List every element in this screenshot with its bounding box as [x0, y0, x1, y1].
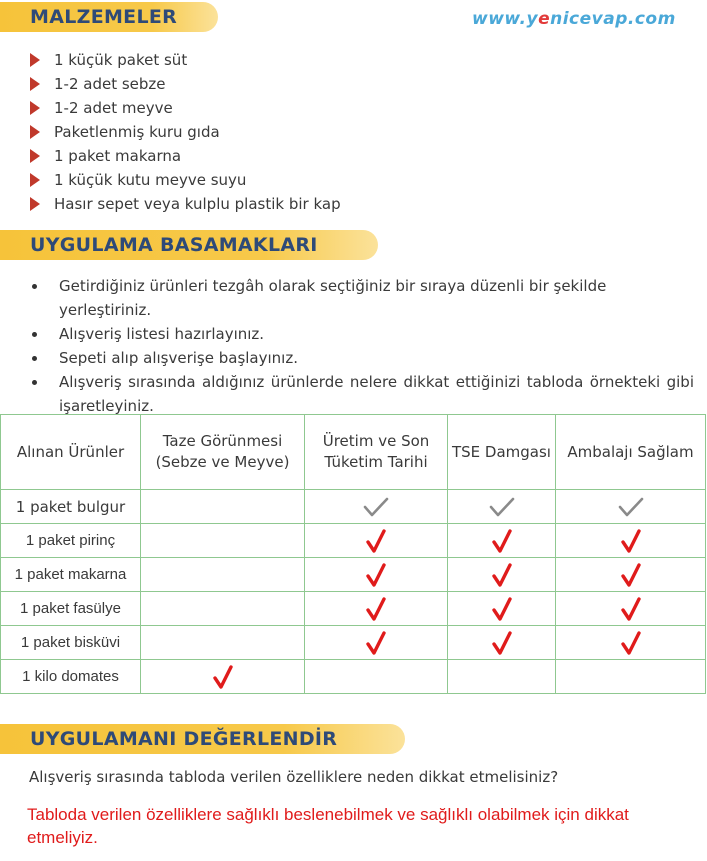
list-item: 1 paket makarna	[30, 144, 341, 168]
product-cell: 1 paket bulgur	[1, 490, 141, 524]
gray-checkmark-icon	[489, 496, 515, 518]
evaluate-answer: Tabloda verilen özelliklere sağlıklı beslenebilmek ve sağlıklı olabilmek için dikkat etmeliyiz.	[27, 805, 629, 847]
site-watermark: www.yenicevap.com	[472, 9, 676, 29]
check-cell	[305, 592, 448, 626]
table-row	[1, 490, 706, 524]
product-cell: 1 paket bisküvi	[1, 626, 141, 660]
table-row	[1, 660, 706, 694]
list-item: Alışveriş listesi hazırlayınız.	[30, 322, 694, 346]
list-item: Paketlenmiş kuru gıda	[30, 120, 341, 144]
list-item: Getirdiğiniz ürünleri tezgâh olarak seçtiğiniz bir sıraya düzenli bir şekilde yerleştiriniz.	[30, 274, 694, 322]
materials-list	[30, 48, 341, 216]
check-cell	[305, 626, 448, 660]
red-checkmark-icon	[365, 562, 387, 588]
check-cell	[141, 660, 305, 694]
evaluate-title: UYGULAMANI DEĞERLENDİR	[30, 728, 338, 750]
check-cell	[556, 558, 706, 592]
bullet-triangle-icon	[30, 149, 40, 163]
bullet-triangle-icon	[30, 77, 40, 91]
check-cell	[448, 592, 556, 626]
gray-checkmark-icon	[363, 496, 389, 518]
bullet-dot-icon	[32, 332, 37, 337]
list-item: 1-2 adet meyve	[30, 96, 341, 120]
header-fresh: Taze Görünmesi (Sebze ve Meyve)	[141, 415, 305, 490]
evaluate-banner	[0, 724, 405, 754]
evaluate-question: Alışveriş sırasında tabloda verilen özelliklere neden dikkat etmelisiniz?	[29, 768, 559, 786]
list-item: 1-2 adet sebze	[30, 72, 341, 96]
red-checkmark-icon	[620, 562, 642, 588]
check-cell	[141, 558, 305, 592]
table-row	[1, 558, 706, 592]
bullet-triangle-icon	[30, 125, 40, 139]
materials-banner	[0, 2, 218, 32]
bullet-triangle-icon	[30, 173, 40, 187]
table-row	[1, 524, 706, 558]
gray-checkmark-icon	[618, 496, 644, 518]
bullet-dot-icon	[32, 356, 37, 361]
check-cell	[448, 626, 556, 660]
bullet-dot-icon	[32, 284, 37, 289]
red-checkmark-icon	[491, 528, 513, 554]
check-cell	[448, 490, 556, 524]
product-cell: 1 paket makarna	[1, 558, 141, 592]
check-cell	[448, 660, 556, 694]
red-checkmark-icon	[491, 562, 513, 588]
table-row	[1, 626, 706, 660]
list-item: 1 küçük paket süt	[30, 48, 341, 72]
check-cell	[448, 558, 556, 592]
product-cell: 1 paket pirinç	[1, 524, 141, 558]
check-cell	[141, 592, 305, 626]
red-checkmark-icon	[365, 630, 387, 656]
check-cell	[556, 660, 706, 694]
header-products: Alınan Ürünler	[1, 415, 141, 490]
steps-banner	[0, 230, 378, 260]
check-cell	[305, 490, 448, 524]
red-checkmark-icon	[620, 528, 642, 554]
check-cell	[556, 626, 706, 660]
bullet-triangle-icon	[30, 53, 40, 67]
red-checkmark-icon	[620, 630, 642, 656]
table-header-row	[1, 415, 706, 490]
check-cell	[305, 524, 448, 558]
list-item: Hasır sepet veya kulplu plastik bir kap	[30, 192, 341, 216]
check-cell	[556, 490, 706, 524]
red-checkmark-icon	[365, 596, 387, 622]
check-cell	[305, 558, 448, 592]
red-checkmark-icon	[212, 664, 234, 690]
header-tse: TSE Damgası	[448, 415, 556, 490]
steps-list	[30, 274, 694, 418]
checklist-table	[0, 414, 706, 694]
header-package: Ambalajı Sağlam	[556, 415, 706, 490]
check-cell	[448, 524, 556, 558]
table-row	[1, 592, 706, 626]
red-checkmark-icon	[491, 596, 513, 622]
list-item: Alışveriş sırasında aldığınız ürünlerde nelere dikkat ettiğinizi tabloda örnekteki gibi işaretleyiniz.	[30, 370, 694, 418]
bullet-dot-icon	[32, 380, 37, 385]
header-dates: Üretim ve Son Tüketim Tarihi	[305, 415, 448, 490]
check-cell	[556, 524, 706, 558]
product-cell: 1 kilo domates	[1, 660, 141, 694]
red-checkmark-icon	[491, 630, 513, 656]
check-cell	[556, 592, 706, 626]
list-item: 1 küçük kutu meyve suyu	[30, 168, 341, 192]
list-item: Sepeti alıp alışverişe başlayınız.	[30, 346, 694, 370]
materials-title: MALZEMELER	[30, 6, 178, 28]
check-cell	[141, 490, 305, 524]
check-cell	[305, 660, 448, 694]
steps-title: UYGULAMA BASAMAKLARI	[30, 234, 318, 256]
bullet-triangle-icon	[30, 197, 40, 211]
bullet-triangle-icon	[30, 101, 40, 115]
check-cell	[141, 626, 305, 660]
red-checkmark-icon	[365, 528, 387, 554]
product-cell: 1 paket fasülye	[1, 592, 141, 626]
red-checkmark-icon	[620, 596, 642, 622]
check-cell	[141, 524, 305, 558]
